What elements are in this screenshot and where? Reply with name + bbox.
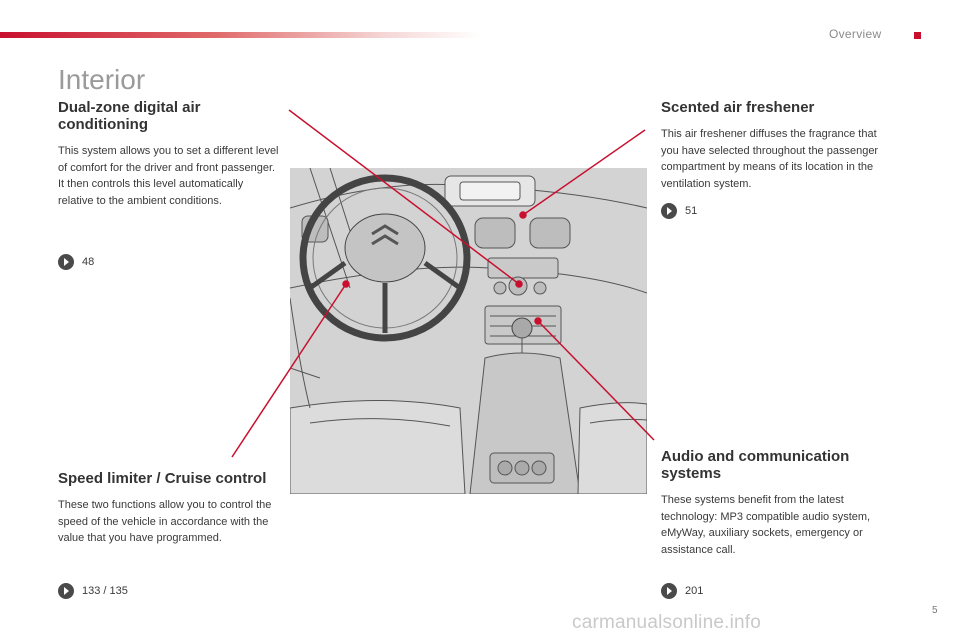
audio-block <box>661 448 883 558</box>
page-ref-icon <box>58 583 74 599</box>
page-number: 5 <box>932 605 938 616</box>
scent-block <box>661 99 883 192</box>
scent-title: Scented air freshener <box>661 99 815 116</box>
audio-title: Audio and communication systems <box>661 448 850 482</box>
ac-block <box>58 99 280 209</box>
ac-title: Dual-zone digital air conditioning <box>58 99 201 133</box>
section-label: Overview <box>829 27 882 41</box>
section-marker <box>914 32 921 39</box>
scent-ref-page: 51 <box>685 205 698 217</box>
speed-title: Speed limiter / Cruise control <box>58 470 267 487</box>
page-ref-icon <box>58 254 74 270</box>
scent-text: This air freshener diffuses the fragrance that you have selected throughout the passenger compartment by means of its location in the ventilation system. <box>661 128 879 190</box>
audio-ref[interactable] <box>661 583 703 599</box>
audio-ref-page: 201 <box>685 585 704 597</box>
speed-ref-page: 133 / 135 <box>82 585 128 597</box>
watermark: carmanualsonline.info <box>572 612 762 633</box>
ac-ref[interactable] <box>58 254 94 270</box>
interior-illustration <box>290 168 647 494</box>
scent-ref[interactable] <box>661 203 697 219</box>
page-title: Interior <box>58 64 146 95</box>
ac-ref-page: 48 <box>82 256 95 268</box>
page-ref-icon <box>661 203 677 219</box>
ac-text: This system allows you to set a different level of comfort for the driver and front passenger. It then controls this level automatically relative to the ambient conditions. <box>58 145 279 207</box>
header-color-bar <box>0 32 480 38</box>
speed-block <box>58 470 280 547</box>
page-ref-icon <box>661 583 677 599</box>
speed-ref[interactable] <box>58 583 128 599</box>
speed-text: These two functions allow you to control the speed of the vehicle in accordance with the value that you have programmed. <box>58 499 272 544</box>
audio-text: These systems benefit from the latest technology: MP3 compatible audio system, eMyWay, auxiliary sockets, emergency or assistance call. <box>661 494 871 556</box>
